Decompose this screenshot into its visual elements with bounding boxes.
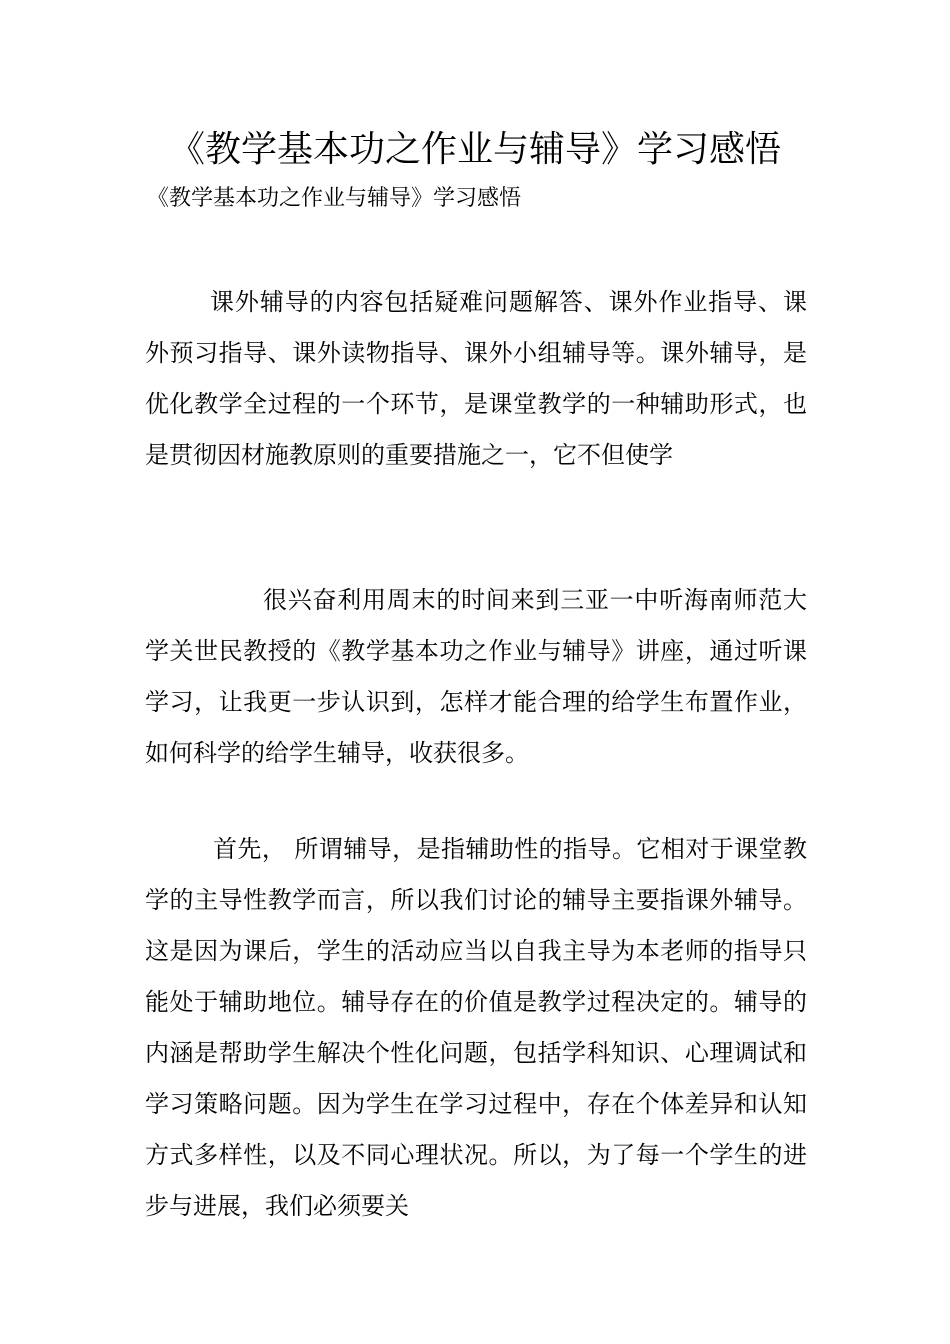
paragraph-1: 课外辅导的内容包括疑难问题解答、课外作业指导、课外预习指导、课外读物指导、课外小组辅导等。课外辅导，是优化教学全过程的一个环节，是课堂教学的一种辅助形式，也是贯彻因材施教原则的重要措施之一，它不但使学 <box>145 288 807 469</box>
document-title: 《教学基本功之作业与辅导》学习感悟 <box>168 129 781 170</box>
document-subtitle: 《教学基本功之作业与辅导》学习感悟 <box>147 186 522 211</box>
paragraph-2: 很兴奋利用周末的时间来到三亚一中听海南师范大学关世民教授的《教学基本功之作业与辅导》讲座，通过听课学习，让我更一步认识到，怎样才能合理的给学生布置作业，如何科学的给学生辅导，收获很多。 <box>145 586 807 767</box>
paragraph-3: 首先， 所谓辅导，是指辅助性的指导。它相对于课堂教学的主导性教学而言，所以我们讨论的辅导主要指课外辅导。这是因为课后，学生的活动应当以自我主导为本老师的指导只能处于辅助地位。辅导存在的价值是教学过程决定的。辅导的内涵是帮助学生解决个性化问题，包括学科知识、心理调试和学习策略问题。因为学生在学习过程中，存在个体差异和认知方式多样性，以及不同心理状况。所以，为了每一个学生的进步与进展，我们必须要关 <box>145 835 807 1220</box>
